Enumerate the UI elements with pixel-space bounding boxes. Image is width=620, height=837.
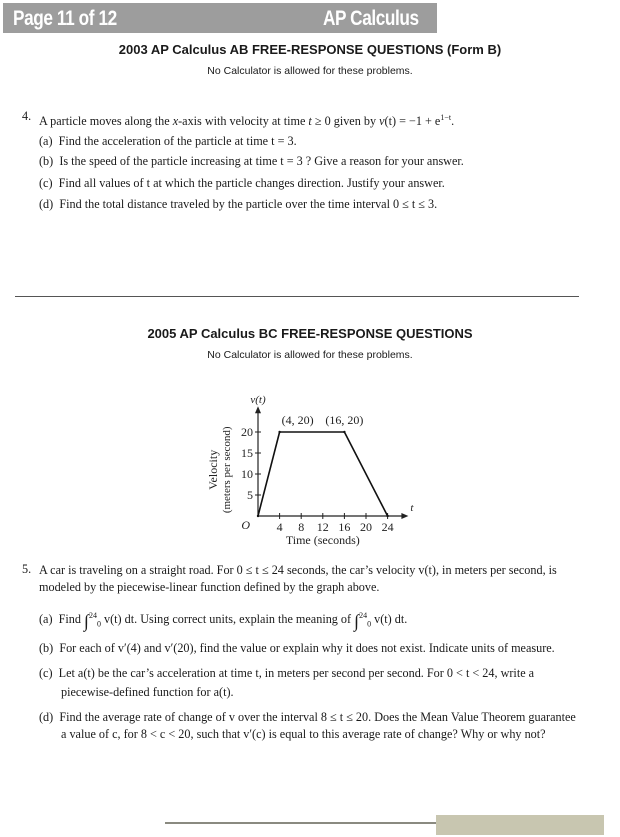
q5-part-d-line2: a value of c, for 8 < c < 20, such that v′(c) is equal to this average rate of change? Why or why not? (61, 727, 546, 741)
y-tick-label: 5 (247, 488, 253, 502)
y-axis-label-line1: Velocity (206, 449, 220, 490)
x-tick-label: 20 (360, 520, 372, 534)
q5-stem-line1: A car is traveling on a straight road. For 0 ≤ t ≤ 24 seconds, the car’s velocity v(t), in meters per second, is (39, 563, 557, 577)
q4-stem: A particle moves along the x-axis with velocity at time t ≥ 0 given by $v(t) = -1 + e^{1-t}$. (39, 113, 455, 129)
q5-part-d-line1: (d) Find the average rate of change of v over the interval 8 ≤ t ≤ 20. Does the Mean Value Theorem guarantee (39, 710, 576, 724)
data-point (343, 431, 345, 433)
page-indicator: Page 11 of 12 (13, 7, 117, 30)
x-tick-label: 4 (276, 520, 283, 534)
velocity-segment (258, 432, 280, 516)
x-tick-label: 8 (298, 520, 305, 534)
annotation-point: (16, 20) (325, 413, 364, 427)
q4-part-a: (a) Find the acceleration of the particle at time t = 3. (39, 134, 297, 148)
x-axis-label: Time (seconds) (285, 533, 360, 547)
data-point (386, 515, 388, 517)
q5-part-c-line1: (c) Let a(t) be the car’s acceleration at time t, in meters per second per second. For 0 < t < 24, write a (39, 666, 535, 680)
course-title: AP Calculus (323, 7, 419, 30)
section1-note: No Calculator is allowed for these problems. (207, 65, 413, 77)
velocity-segment (344, 432, 387, 516)
y-axis-variable: v(t) (250, 394, 266, 407)
q5-part-b: (b) For each of v′(4) and v′(20), find the value or explain why it does not exist. Indicate units of measure. (39, 641, 555, 655)
q5-number: 5. (22, 562, 32, 576)
q5-part-c-line2: piecewise-defined function for a(t). (61, 685, 234, 699)
q5-stem-line2: modeled by the piecewise-linear function defined by the graph above. (39, 580, 380, 594)
q4-number: 4. (22, 109, 32, 123)
section-divider (15, 296, 579, 297)
q5-part-a: (a) Find ∫$^{24}_0$ v(t) dt. Using correct units, explain the meaning of ∫$^{24}_0$ v(t) dt. (39, 611, 408, 632)
page-header (3, 3, 437, 33)
y-tick-label: 15 (241, 446, 253, 460)
section2-note: No Calculator is allowed for these problems. (207, 349, 413, 361)
x-axis-variable: t (410, 502, 414, 514)
section1-title: 2003 AP Calculus AB FREE-RESPONSE QUESTIONS (Form B) (118, 42, 502, 57)
x-tick-label: 24 (381, 520, 394, 534)
origin-label: O (241, 518, 250, 532)
section2-title: 2005 AP Calculus BC FREE-RESPONSE QUESTIONS (147, 326, 473, 341)
y-axis-label-line2: (meters per second) (221, 426, 233, 514)
q4-part-d: (d) Find the total distance traveled by the particle over the time interval 0 ≤ t ≤ 3. (39, 197, 438, 211)
x-axis-arrow (401, 513, 408, 519)
data-point (278, 431, 280, 433)
x-tick-label: 16 (338, 520, 351, 534)
footer-box (436, 815, 604, 835)
velocity-chart (195, 386, 435, 556)
data-point (257, 515, 259, 517)
integral-sign: ∫ (84, 611, 89, 632)
q4-part-c: (c) Find all values of t at which the particle changes direction. Justify your answer. (39, 176, 445, 190)
annotation-point: (4, 20) (281, 413, 314, 427)
q4-part-b: (b) Is the speed of the particle increasing at time t = 3 ? Give a reason for your answer. (39, 154, 464, 168)
y-tick-label: 10 (241, 467, 253, 481)
x-tick-label: 12 (316, 520, 329, 534)
integral-sign: ∫ (354, 611, 360, 632)
y-tick-label: 20 (241, 425, 253, 439)
y-axis-arrow (255, 406, 261, 413)
